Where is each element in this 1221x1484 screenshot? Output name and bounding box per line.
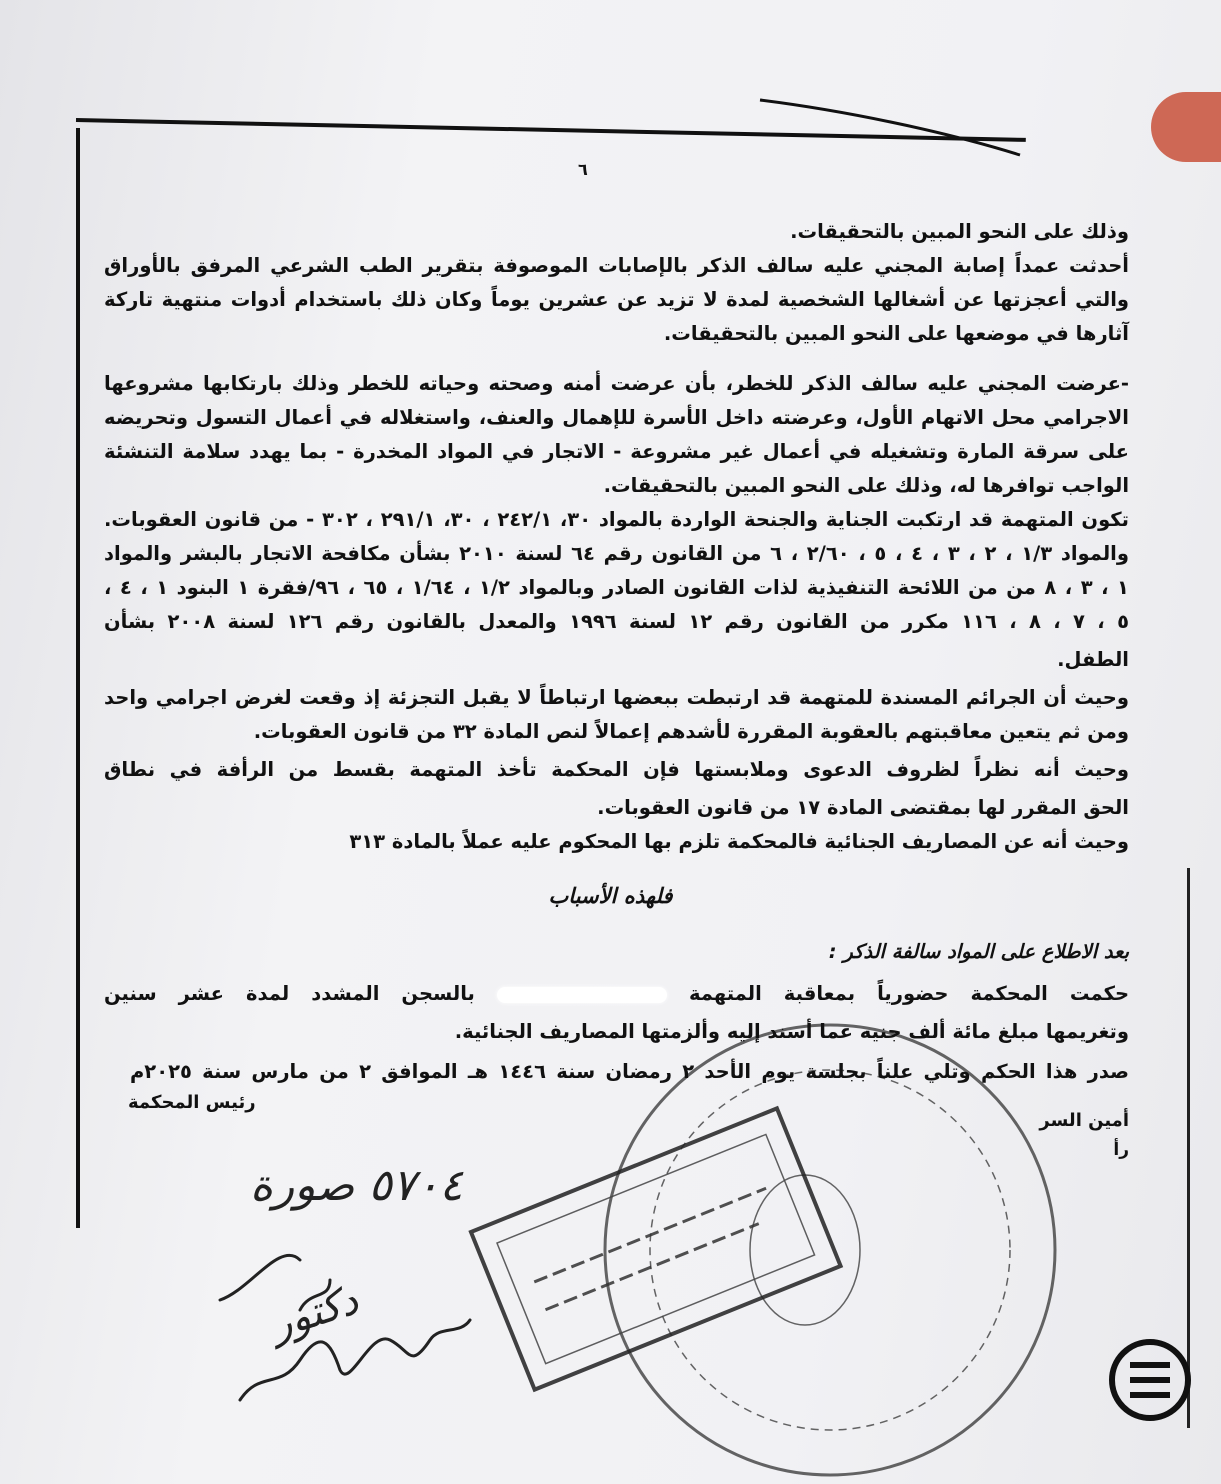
page-number: ٦ (578, 160, 588, 179)
body-line: -عرضت المجني عليه سالف الذكر للخطر، بأن عرضت أمنه وصحته وحياته للخطر وذلك بارتكابها مشروعها (104, 372, 1129, 395)
body-line: الطفل. (1057, 648, 1129, 671)
seal-center (750, 1175, 860, 1325)
body-line: ١ ، ٣ ، ٨ من من اللائحة التنفيذية لذات القانون الصادر وبالمواد ١/٢ ، ١/٦٤ ، ٦٥ ، ٩٦/فقرة ١ البنود ١ ، ٤ ، (104, 576, 1129, 599)
handwritten-signature-text: دكتور (265, 1277, 364, 1349)
emblem-icon (1112, 1342, 1188, 1418)
verdict-line-start: حكمت المحكمة حضورياً بمعاقبة المتهمة (688, 982, 1130, 1005)
seal-outer-ring (605, 1025, 1055, 1475)
handwritten-copy-note: ٥٧٠٤ صورة (250, 1160, 463, 1211)
body-line: الاجرامي محل الاتهام الأول، وعرضته داخل الأسرة للإهمال والعنف، واستغلاله في أعمال التسول وتحريضه (104, 406, 1129, 429)
body-line: والتي أعجزتها عن أشغالها الشخصية لمدة لا تزيد عن عشرين يوماً وكان ذلك باستخدام أدوات منتهية تاركة (104, 288, 1129, 311)
body-line: ومن ثم يتعين معاقبتهم بالعقوبة المقررة لأشدهم إعمالاً لنص المادة ٣٢ من قانون العقوبات. (253, 720, 1129, 743)
handwritten-signature (220, 1255, 470, 1400)
secretary-label: أمين السر (1039, 1110, 1129, 1131)
body-line: وحيث أنه نظراً لظروف الدعوى وملابستها فإن المحكمة تأخذ المتهمة بقسط من الرأفة في نطاق (104, 758, 1129, 781)
rectangular-stamp (471, 1108, 841, 1389)
body-line: وحيث أنه عن المصاريف الجنائية فالمحكمة تلزم بها المحكوم عليه عملاً بالمادة ٣١٣ (349, 830, 1129, 853)
verdict-line-end: بالسجن المشدد لمدة عشر سنين (104, 982, 475, 1005)
body-line: أحدثت عمداً إصابة المجني عليه سالف الذكر بالإصابات الموصوفة بتقرير الطب الشرعي المرفق بالأوراق (104, 254, 1129, 277)
round-seal (605, 1025, 1055, 1475)
body-line: والمواد ١/٣ ، ٢ ، ٣ ، ٤ ، ٥ ، ٢/٦٠ ، ٦ من القانون رقم ٦٤ لسنة ٢٠١٠ بشأن مكافحة الاتجار بالبشر والمواد (104, 542, 1129, 565)
body-line: الواجب توافرها له، وذلك على النحو المبين بالتحقيقات. (603, 474, 1129, 497)
verdict-date-line: صدر هذا الحكم وتلي علناً بجلسة يوم الأحد ٢ رمضان سنة ١٤٤٦ هـ الموافق ٢ من مارس سنة ٢٠٢٥م (130, 1060, 1129, 1083)
verdict-line (104, 982, 1129, 1005)
body-line: وحيث أن الجرائم المسندة للمتهمة قد ارتبطت ببعضها ارتباطاً لا يقبل التجزئة إذ وقعت لغرض اجرامي واحد (104, 686, 1129, 709)
verdict-intro: بعد الاطلاع على المواد سالفة الذكر : (828, 940, 1129, 963)
body-line: تكون المتهمة قد ارتكبت الجناية والجنحة الواردة بالمواد ٣٠، ٢٤٢/١ ، ٣٠، ٢٩١/١ ، ٣٠٢ - من قانون العقوبات. (104, 508, 1129, 531)
body-line: الحق المقرر لها بمقتضى المادة ١٧ من قانون العقوبات. (597, 796, 1129, 819)
pen-stroke (760, 100, 1020, 155)
verdict-line: وتغريمها مبلغ مائة ألف جنيه عما أسند إليه وألزمتها المصاريف الجنائية. (454, 1020, 1129, 1043)
body-line: آثارها في موضعها على النحو المبين بالتحقيقات. (663, 322, 1129, 345)
section-heading: فلهذه الأسباب (548, 884, 673, 908)
signature-fragment: رأ (1113, 1140, 1129, 1160)
seal-inner-ring (650, 1070, 1010, 1430)
body-line: ٥ ، ٧ ، ٨ ، ١١٦ مكرر من القانون رقم ١٢ لسنة ١٩٩٦ والمعدل بالقانون رقم ١٢٦ لسنة ٢٠٠٨ بشأن (104, 610, 1129, 633)
body-line: وذلك على النحو المبين بالتحقيقات. (790, 220, 1129, 243)
body-line: على سرقة المارة وتشغيله في أعمال غير مشروعة - الاتجار في المواد المخدرة - بما يهدد سلامة التنشئة (104, 440, 1129, 463)
redacted-name (497, 987, 667, 1003)
court-president-label: رئيس المحكمة (128, 1092, 256, 1113)
